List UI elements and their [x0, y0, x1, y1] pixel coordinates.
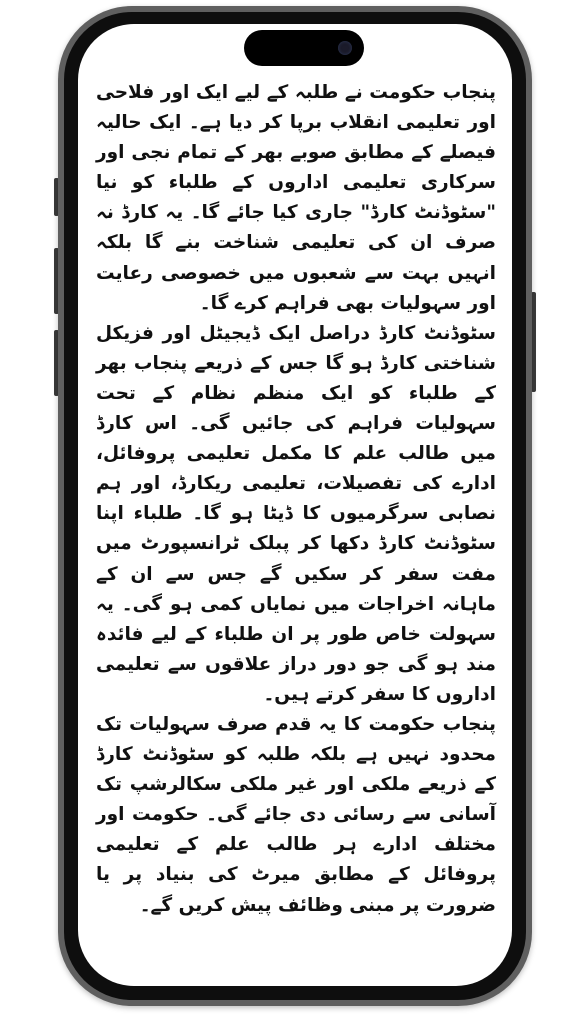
dynamic-island	[244, 30, 364, 66]
article-paragraph-2: سٹوڈنٹ کارڈ دراصل ایک ڈیجیٹل اور فزیکل شناختی کارڈ ہو گا جس کے ذریعے پنجاب بھر کے طلباء کو ایک منظم نظام کے تحت سہولیات فراہم کی جائیں گی۔ اس کارڈ میں طالب علم کا مکمل تعلیمی پروفائل، ادارے کی تفصیلات، تعلیمی ریکارڈ، اور ہم نصابی سرگرمیوں کا ڈیٹا ہو گا۔ طلباء اپنا سٹوڈنٹ کارڈ دکھا کر پبلک ٹرانسپورٹ میں مفت سفر کر سکیں گے جس سے ان کے ماہانہ اخراجات میں نمایاں کمی ہو گی۔ یہ سہولت خاص طور پر ان طلباء کے لیے فائدہ مند ہو گی جو دور دراز علاقوں سے تعلیمی اداروں کا سفر کرتے ہیں۔	[96, 322, 496, 705]
article-paragraph-1: پنجاب حکومت نے طلبہ کے لیے ایک اور فلاحی اور تعلیمی انقلاب برپا کر دیا ہے۔ ایک حالیہ فیصلے کے مطابق صوبے بھر کے تمام نجی اور سرکاری تعلیمی اداروں کے طلباء کو نیا "سٹوڈنٹ کارڈ" جاری کیا جائے گا۔ یہ کارڈ نہ صرف ان کی تعلیمی شناخت بنے گا بلکہ انہیں بہت سے شعبوں میں خصوصی رعایت اور سہولیات بھی فراہم کرے گا۔	[96, 82, 496, 314]
article-body	[96, 78, 496, 978]
article-paragraph-3: پنجاب حکومت کا یہ قدم صرف سہولیات تک محدود نہیں ہے بلکہ طلبہ کو سٹوڈنٹ کارڈ کے ذریعے ملکی اور غیر ملکی سکالرشپ تک آسانی سے رسائی دی جائے گی۔ حکومت اور مختلف ادارے ہر طالب علم کے تعلیمی پروفائل کے مطابق میرٹ کی بنیاد پر یا ضرورت پر مبنی وظائف پیش کریں گے۔	[96, 713, 496, 916]
front-camera-icon	[338, 41, 352, 55]
